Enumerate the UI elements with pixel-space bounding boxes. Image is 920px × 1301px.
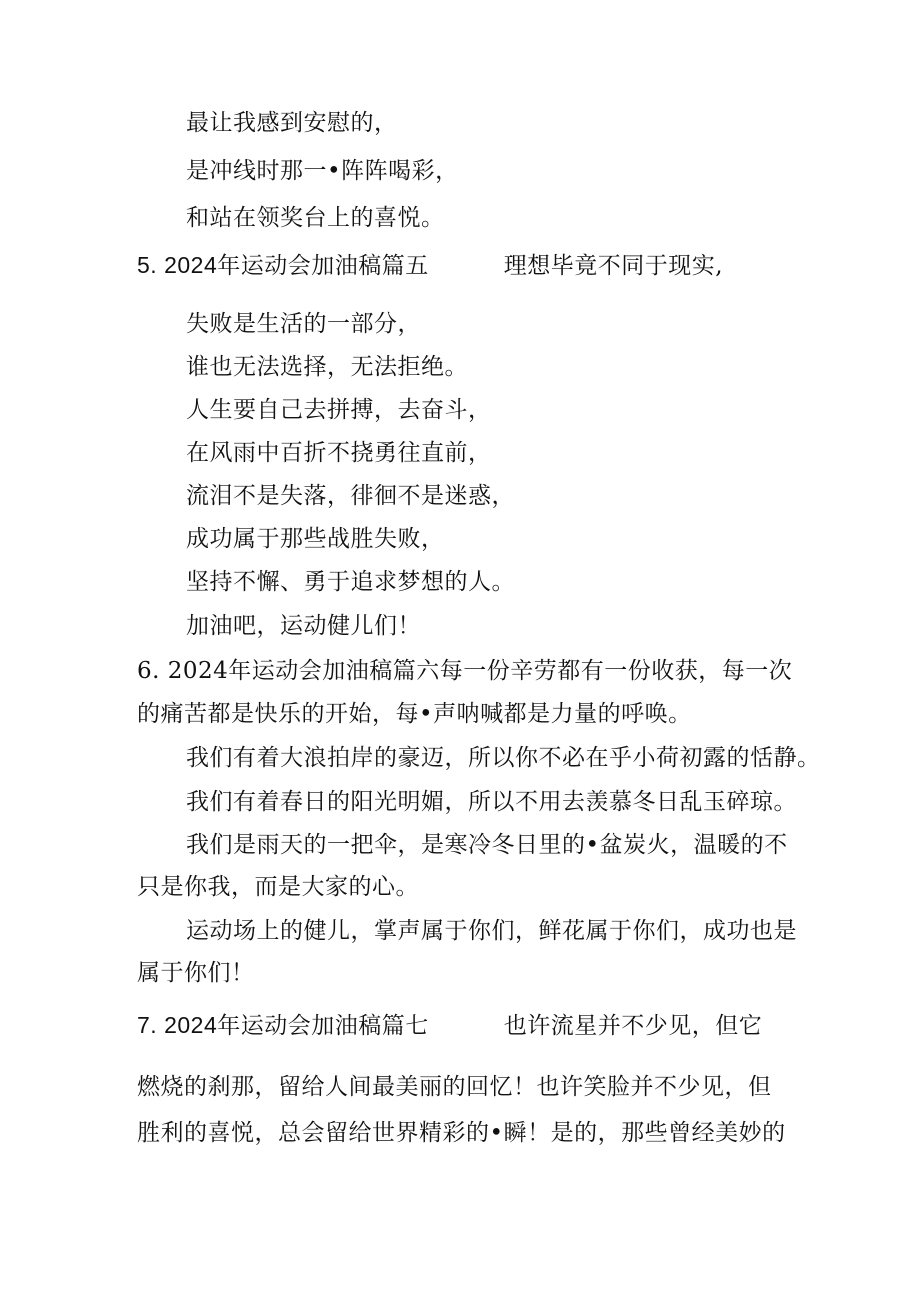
poem-line: 加油吧，运动健儿们！ <box>186 613 421 639</box>
paragraph-line: 运动场上的健儿，掌声属于你们，鲜花属于你们，成功也是 <box>186 918 797 944</box>
paragraph-line: 的痛苦都是快乐的开始，每•声呐喊都是力量的呼唤。 <box>137 701 692 727</box>
paragraph-line: 属于你们！ <box>137 960 255 986</box>
poem-line: 流泪不是失落，徘徊不是迷惑， <box>186 483 515 509</box>
poem-line: 成功属于那些战胜失败， <box>186 526 445 552</box>
paragraph-line: 我们是雨天的一把伞，是寒冷冬日里的•盆炭火，温暖的不 <box>186 832 788 858</box>
poem-line: 人生要自己去拼搏，去奋斗， <box>186 397 492 423</box>
section-heading-7 <box>137 1010 762 1041</box>
section-lead-text: 也许流星并不少见，但它 <box>503 1013 763 1039</box>
poem-line: 坚持不懈、勇于追求梦想的人。 <box>186 569 515 595</box>
paragraph-line: 只是你我，而是大家的心。 <box>137 874 419 900</box>
poem-line: 失败是生活的一部分， <box>186 311 421 337</box>
paragraph-line: 我们有着春日的阳光明媚，所以不用去羡慕冬日乱玉碎琼。 <box>186 789 797 815</box>
section-lead-text: 理想毕竟不同于现实, <box>503 253 724 279</box>
poem-line: 最让我感到安慰的， <box>186 110 398 136</box>
poem-line: 谁也无法选择，无法拒绝。 <box>186 354 468 380</box>
section-heading-5 <box>137 250 723 281</box>
poem-line: 和站在领奖台上的喜悦。 <box>186 205 445 231</box>
paragraph-line: 胜利的喜悦，总会留给世界精彩的•瞬！是的，那些曾经美妙的 <box>137 1120 786 1146</box>
poem-line: 在风雨中百折不挠勇往直前， <box>186 440 492 466</box>
paragraph-line: 我们有着大浪拍岸的豪迈，所以你不必在乎小荷初露的恬静。 <box>186 745 821 771</box>
paragraph-line: 燃烧的刹那，留给人间最美丽的回忆！也许笑脸并不少见，但 <box>137 1074 772 1100</box>
section-title: 7. 2024年运动会加油稿篇七 <box>137 1012 429 1038</box>
section-title: 5. 2024年运动会加油稿篇五 <box>137 252 429 278</box>
section-heading-6: 6. 2024年运动会加油稿篇六每一份辛劳都有一份收获，每一次 <box>137 658 793 684</box>
poem-line: 是冲线时那一•阵阵喝彩， <box>186 158 459 184</box>
